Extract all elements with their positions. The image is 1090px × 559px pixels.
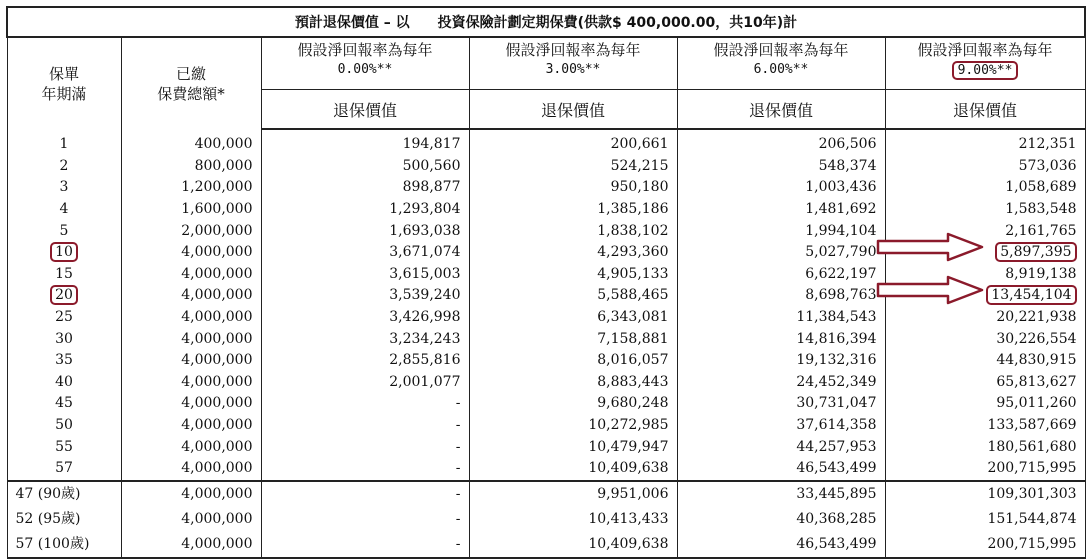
header-policy-year [7, 37, 121, 129]
cell-value-6pct [677, 220, 885, 242]
cell-value-6pct [677, 129, 885, 156]
arrow-right-icon [876, 275, 986, 305]
cell-premium-paid [121, 372, 261, 394]
cell-value-9pct [885, 507, 1085, 532]
cell-value-6pct-text: 30,731,047 [796, 395, 877, 412]
cell-premium-paid-text: 4,000,000 [181, 536, 253, 552]
cell-premium-paid [121, 220, 261, 242]
table-row [7, 328, 1085, 350]
cell-value-0pct [261, 436, 469, 458]
cell-value-0pct-text: 3,234,243 [389, 330, 461, 347]
cell-value-9pct [885, 532, 1085, 558]
cell-premium-paid-text: 4,000,000 [181, 330, 253, 347]
cell-policy-year [7, 393, 121, 415]
cell-value-6pct [677, 307, 885, 329]
cell-policy-year-text: 10 [50, 242, 78, 262]
cell-value-0pct-text: 1,293,804 [389, 201, 461, 218]
cell-value-9pct [885, 415, 1085, 437]
cell-value-6pct [677, 436, 885, 458]
cell-policy-year-text: 15 [55, 265, 73, 282]
header-surrender-value: 退保價值 [677, 90, 885, 130]
cell-policy-year-text: 52 (95歲) [15, 511, 81, 527]
cell-value-3pct [469, 415, 677, 437]
cell-value-3pct-text: 9,680,248 [597, 395, 669, 412]
cell-value-3pct-text: 524,215 [610, 157, 669, 174]
cell-policy-year-text: 2 [59, 157, 69, 174]
cell-policy-year [7, 436, 121, 458]
cell-value-0pct-text: 1,693,038 [389, 222, 461, 239]
table-title: 預計退保價值 – 以 投資保險計劃定期保費(供款$ 400,000.00，共10年)計 [7, 7, 1085, 37]
cell-premium-paid-text: 4,000,000 [181, 417, 253, 434]
cell-premium-paid [121, 415, 261, 437]
cell-value-6pct [677, 507, 885, 532]
header-rate-value: 0.00%** [337, 62, 393, 77]
cell-value-3pct [469, 350, 677, 372]
cell-premium-paid-text: 4,000,000 [181, 460, 253, 477]
cell-value-9pct [885, 328, 1085, 350]
cell-premium-paid [121, 436, 261, 458]
header-rate-prefix: 假設淨回報率為每年 [505, 41, 641, 59]
table-row [7, 393, 1085, 415]
cell-value-3pct-text: 4,905,133 [597, 265, 669, 282]
cell-value-3pct [469, 372, 677, 394]
cell-value-6pct-text: 11,384,543 [796, 309, 877, 326]
cell-value-6pct [677, 393, 885, 415]
cell-value-9pct [885, 458, 1085, 481]
cell-value-3pct [469, 328, 677, 350]
cell-policy-year-text: 47 (90歲) [15, 486, 81, 502]
cell-value-9pct-text: 2,161,765 [1005, 222, 1077, 239]
cell-policy-year-text: 4 [59, 201, 69, 218]
cell-value-6pct [677, 532, 885, 558]
cell-value-9pct-text: 5,897,395 [995, 242, 1076, 262]
cell-policy-year [7, 156, 121, 178]
cell-premium-paid [121, 307, 261, 329]
header-rate-prefix: 假設淨回報率為每年 [917, 41, 1053, 59]
cell-value-6pct-text: 206,506 [818, 136, 877, 153]
cell-value-9pct-text: 1,583,548 [1005, 201, 1077, 218]
cell-premium-paid-text: 2,000,000 [181, 222, 253, 239]
cell-premium-paid-text: 4,000,000 [181, 265, 253, 282]
cell-value-0pct [261, 307, 469, 329]
cell-value-9pct-text: 200,715,995 [987, 536, 1077, 552]
header-surrender-value: 退保價值 [885, 90, 1085, 130]
cell-value-0pct [261, 328, 469, 350]
cell-value-0pct-text: 2,001,077 [389, 373, 461, 390]
cell-value-9pct-text: 1,058,689 [1005, 179, 1077, 196]
cell-value-3pct [469, 220, 677, 242]
cell-premium-paid [121, 177, 261, 199]
cell-value-6pct [677, 372, 885, 394]
cell-value-6pct-text: 33,445,895 [796, 486, 877, 502]
cell-policy-year-text: 35 [55, 352, 73, 369]
cell-value-9pct [885, 393, 1085, 415]
cell-value-3pct-text: 10,409,638 [588, 460, 669, 477]
cell-value-3pct-text: 10,413,433 [588, 511, 669, 527]
cell-value-9pct-text: 65,813,627 [996, 373, 1077, 390]
cell-value-6pct-text: 1,481,692 [805, 201, 877, 218]
cell-value-3pct [469, 264, 677, 286]
header-rate-3 [469, 37, 677, 90]
cell-premium-paid-text: 4,000,000 [181, 244, 253, 261]
cell-value-9pct-text: 8,919,138 [1005, 265, 1077, 282]
cell-policy-year-text: 25 [55, 309, 73, 326]
cell-value-6pct-text: 44,257,953 [796, 438, 877, 455]
table-row [7, 532, 1085, 558]
cell-value-3pct [469, 393, 677, 415]
header-surrender-value: 退保價值 [261, 90, 469, 130]
cell-value-9pct-text: 133,587,669 [987, 417, 1077, 434]
header-premium-paid [121, 37, 261, 129]
cell-value-6pct-text: 40,368,285 [796, 511, 877, 527]
cell-value-3pct-text: 10,479,947 [588, 438, 669, 455]
cell-value-6pct [677, 242, 885, 264]
cell-premium-paid [121, 532, 261, 558]
cell-policy-year [7, 481, 121, 507]
cell-value-6pct-text: 37,614,358 [796, 417, 877, 434]
cell-policy-year [7, 350, 121, 372]
table-row [7, 307, 1085, 329]
header-premium-paid-line1: 已繳 [175, 64, 206, 83]
cell-value-3pct [469, 436, 677, 458]
header-rate-9 [885, 37, 1085, 90]
cell-value-3pct [469, 481, 677, 507]
cell-value-0pct-text: 3,671,074 [389, 244, 461, 261]
cell-premium-paid [121, 507, 261, 532]
cell-policy-year [7, 328, 121, 350]
cell-value-3pct-text: 1,385,186 [597, 201, 669, 218]
header-rate-prefix: 假設淨回報率為每年 [713, 41, 849, 59]
cell-value-9pct [885, 372, 1085, 394]
cell-value-0pct-text: 898,877 [402, 179, 461, 196]
cell-value-9pct-text: 95,011,260 [996, 395, 1077, 412]
cell-value-9pct [885, 307, 1085, 329]
table-row [7, 199, 1085, 221]
cell-policy-year-text: 45 [55, 395, 73, 412]
cell-value-0pct-text: - [455, 460, 461, 477]
cell-value-0pct [261, 415, 469, 437]
cell-value-3pct-text: 9,951,006 [597, 486, 669, 502]
cell-policy-year [7, 507, 121, 532]
cell-value-0pct [261, 372, 469, 394]
cell-policy-year [7, 264, 121, 286]
cell-premium-paid-text: 4,000,000 [181, 373, 253, 390]
arrow-right-icon [876, 232, 986, 262]
cell-premium-paid-text: 4,000,000 [181, 287, 253, 304]
cell-policy-year-text: 30 [55, 330, 73, 347]
cell-value-3pct [469, 458, 677, 481]
table-row [7, 415, 1085, 437]
cell-value-6pct [677, 177, 885, 199]
cell-value-0pct-text: - [455, 417, 461, 434]
table-row [7, 129, 1085, 156]
cell-value-0pct [261, 285, 469, 307]
cell-value-0pct-text: - [455, 536, 461, 552]
cell-value-6pct-text: 5,027,790 [805, 244, 877, 261]
header-rate-value-highlighted: 9.00%** [952, 61, 1019, 80]
table-row [7, 350, 1085, 372]
table-row [7, 156, 1085, 178]
header-premium-paid-line2: 保費總額* [157, 84, 225, 103]
cell-value-6pct-text: 24,452,349 [796, 373, 877, 390]
cell-premium-paid [121, 129, 261, 156]
cell-value-9pct [885, 436, 1085, 458]
cell-value-9pct [885, 156, 1085, 178]
cell-policy-year-text: 57 (100歲) [15, 536, 90, 552]
cell-value-0pct-text: 3,426,998 [389, 309, 461, 326]
cell-value-9pct [885, 350, 1085, 372]
cell-value-3pct-text: 6,343,081 [597, 309, 669, 326]
cell-value-9pct-text: 212,351 [1018, 136, 1077, 153]
cell-premium-paid-text: 1,200,000 [181, 179, 253, 196]
cell-policy-year-text: 1 [59, 135, 69, 152]
cell-value-6pct [677, 156, 885, 178]
cell-value-0pct [261, 242, 469, 264]
cell-value-3pct [469, 507, 677, 532]
table-row [7, 458, 1085, 481]
cell-value-3pct [469, 199, 677, 221]
cell-policy-year [7, 372, 121, 394]
cell-policy-year [7, 307, 121, 329]
cell-value-3pct-text: 10,409,638 [588, 536, 669, 552]
cell-value-0pct-text: 3,615,003 [389, 265, 461, 282]
cell-value-0pct [261, 532, 469, 558]
cell-policy-year [7, 220, 121, 242]
cell-value-0pct-text: - [455, 395, 461, 412]
cell-premium-paid-text: 4,000,000 [181, 438, 253, 455]
cell-value-3pct [469, 177, 677, 199]
cell-value-3pct-text: 8,883,443 [597, 373, 669, 390]
cell-value-3pct-text: 8,016,057 [597, 352, 669, 369]
cell-premium-paid-text: 4,000,000 [181, 486, 253, 502]
cell-value-3pct-text: 4,293,360 [597, 244, 669, 261]
table-row [7, 507, 1085, 532]
cell-value-9pct-text: 573,036 [1018, 157, 1077, 174]
cell-policy-year [7, 415, 121, 437]
header-rate-value: 3.00%** [545, 62, 601, 77]
cell-value-3pct-text: 5,588,465 [597, 287, 669, 304]
cell-value-0pct-text: - [455, 511, 461, 527]
cell-value-3pct [469, 156, 677, 178]
cell-value-9pct [885, 199, 1085, 221]
cell-value-0pct [261, 156, 469, 178]
cell-value-6pct-text: 46,543,499 [796, 460, 877, 477]
cell-policy-year [7, 129, 121, 156]
cell-policy-year [7, 532, 121, 558]
cell-policy-year-text: 20 [50, 285, 78, 305]
cell-value-3pct-text: 10,272,985 [588, 417, 669, 434]
cell-value-3pct-text: 200,661 [610, 136, 669, 153]
cell-value-3pct [469, 129, 677, 156]
cell-value-0pct [261, 481, 469, 507]
cell-value-6pct [677, 350, 885, 372]
cell-premium-paid-text: 4,000,000 [181, 352, 253, 369]
cell-value-0pct [261, 129, 469, 156]
cell-premium-paid-text: 400,000 [194, 135, 253, 152]
cell-value-6pct [677, 199, 885, 221]
cell-value-0pct-text: 500,560 [402, 157, 461, 174]
cell-policy-year [7, 285, 121, 307]
cell-value-6pct-text: 8,698,763 [805, 287, 877, 304]
cell-value-0pct [261, 199, 469, 221]
cell-value-0pct-text: 194,817 [402, 136, 461, 153]
cell-value-3pct-text: 950,180 [610, 179, 669, 196]
cell-value-3pct-text: 7,158,881 [597, 330, 669, 347]
cell-value-6pct-text: 46,543,499 [796, 536, 877, 552]
cell-premium-paid-text: 800,000 [194, 157, 253, 174]
cell-value-9pct [885, 177, 1085, 199]
cell-value-9pct-text: 20,221,938 [996, 309, 1077, 326]
cell-value-9pct-text: 109,301,303 [987, 486, 1077, 502]
cell-value-0pct [261, 393, 469, 415]
cell-value-9pct-text: 13,454,104 [986, 285, 1076, 305]
header-surrender-value: 退保價值 [469, 90, 677, 130]
cell-value-9pct-text: 30,226,554 [996, 330, 1077, 347]
cell-value-6pct-text: 14,816,394 [796, 330, 877, 347]
cell-premium-paid-text: 4,000,000 [181, 309, 253, 326]
cell-policy-year-text: 3 [59, 179, 69, 196]
cell-policy-year [7, 177, 121, 199]
cell-value-3pct-text: 1,838,102 [597, 222, 669, 239]
cell-value-9pct-text: 44,830,915 [996, 352, 1077, 369]
cell-value-0pct [261, 507, 469, 532]
header-rate-6 [677, 37, 885, 90]
cell-policy-year [7, 199, 121, 221]
header-policy-year-line1: 保單 [48, 64, 79, 83]
cell-premium-paid [121, 156, 261, 178]
cell-policy-year [7, 458, 121, 481]
cell-premium-paid [121, 350, 261, 372]
cell-value-6pct-text: 1,994,104 [805, 222, 877, 239]
header-rate-0 [261, 37, 469, 90]
cell-value-9pct-text: 180,561,680 [987, 438, 1077, 455]
cell-value-6pct [677, 481, 885, 507]
cell-value-6pct [677, 264, 885, 286]
cell-premium-paid [121, 393, 261, 415]
cell-premium-paid-text: 4,000,000 [181, 511, 253, 527]
cell-policy-year-text: 40 [55, 373, 73, 390]
cell-value-3pct [469, 532, 677, 558]
cell-value-0pct [261, 177, 469, 199]
cell-policy-year-text: 5 [59, 222, 69, 239]
cell-policy-year-text: 55 [55, 438, 73, 455]
cell-value-9pct [885, 129, 1085, 156]
cell-value-6pct-text: 1,003,436 [805, 179, 877, 196]
table-row [7, 481, 1085, 507]
cell-value-0pct-text: 3,539,240 [389, 287, 461, 304]
cell-policy-year [7, 242, 121, 264]
cell-premium-paid [121, 328, 261, 350]
header-policy-year-line2: 年期滿 [41, 84, 87, 103]
cell-value-6pct [677, 328, 885, 350]
cell-policy-year-text: 50 [55, 417, 73, 434]
cell-value-6pct-text: 19,132,316 [796, 352, 877, 369]
table-row [7, 177, 1085, 199]
cell-value-6pct-text: 6,622,197 [805, 265, 877, 282]
header-rate-prefix: 假設淨回報率為每年 [297, 41, 433, 59]
cell-premium-paid [121, 481, 261, 507]
cell-policy-year-text: 57 [55, 460, 73, 477]
cell-premium-paid-text: 1,600,000 [181, 201, 253, 218]
cell-value-6pct [677, 458, 885, 481]
cell-premium-paid-text: 4,000,000 [181, 395, 253, 412]
cell-premium-paid [121, 285, 261, 307]
cell-value-0pct-text: - [455, 486, 461, 502]
cell-value-0pct [261, 264, 469, 286]
cell-value-0pct [261, 458, 469, 481]
cell-value-0pct-text: - [455, 438, 461, 455]
cell-premium-paid [121, 458, 261, 481]
cell-value-6pct [677, 415, 885, 437]
cell-premium-paid [121, 264, 261, 286]
cell-value-0pct [261, 350, 469, 372]
cell-value-6pct-text: 548,374 [818, 157, 877, 174]
table-row [7, 372, 1085, 394]
cell-value-9pct [885, 481, 1085, 507]
cell-premium-paid [121, 242, 261, 264]
cell-value-6pct [677, 285, 885, 307]
cell-value-3pct [469, 242, 677, 264]
cell-value-9pct-text: 200,715,995 [987, 460, 1077, 477]
cell-value-3pct [469, 285, 677, 307]
table-body-age [7, 481, 1085, 558]
cell-value-0pct [261, 220, 469, 242]
cell-value-0pct-text: 2,855,816 [389, 352, 461, 369]
cell-value-9pct-text: 151,544,874 [987, 511, 1077, 527]
table-row [7, 436, 1085, 458]
cell-premium-paid [121, 199, 261, 221]
cell-value-3pct [469, 307, 677, 329]
header-rate-value: 6.00%** [753, 62, 809, 77]
